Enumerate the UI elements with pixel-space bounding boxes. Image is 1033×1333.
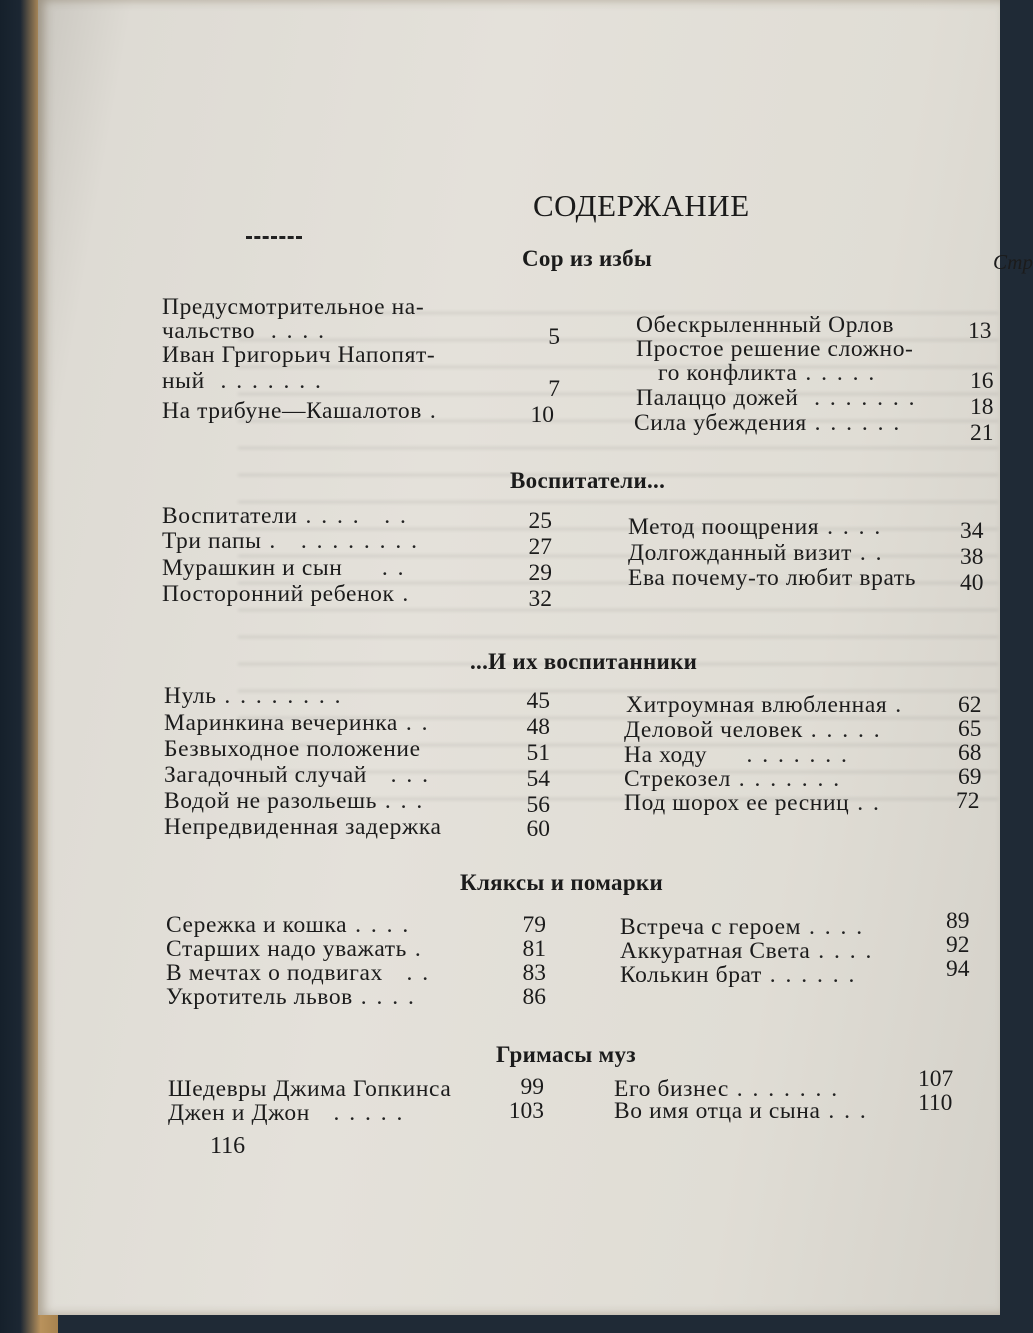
toc-entry-page: 54 xyxy=(526,766,550,792)
toc-entry-title: Встреча с героем . . . . xyxy=(620,914,865,940)
toc-entry-title: В мечтах о подвигах . . xyxy=(166,960,431,986)
toc-entry-page: 38 xyxy=(960,544,984,570)
toc-entry-title: Сережка и кошка . . . . xyxy=(166,912,411,938)
toc-entry-page: 45 xyxy=(526,688,550,714)
toc-entry-page: 72 xyxy=(956,788,980,814)
toc-entry-page: 65 xyxy=(958,716,982,742)
toc-entry-page: 94 xyxy=(946,956,970,982)
toc-entry-page: 21 xyxy=(970,420,994,446)
toc-entry-page: 56 xyxy=(526,792,550,818)
toc-entry-page: 18 xyxy=(970,394,994,420)
toc-entry-page: 25 xyxy=(528,508,552,534)
toc-entry-title: Обескрыленнный Орлов xyxy=(636,312,895,338)
toc-entry-title: Маринкина вечеринка . . xyxy=(164,710,430,736)
toc-entry-page: 16 xyxy=(970,368,994,394)
toc-entry-page: 32 xyxy=(528,586,552,612)
toc-entry-title: Укротитель львов . . . . xyxy=(166,984,416,1010)
section-title: Воспитатели... xyxy=(510,468,666,493)
toc-entry-page: 107 xyxy=(918,1066,954,1092)
toc-entry-title: Метод поощрения . . . . xyxy=(628,514,883,540)
dash-ornament xyxy=(246,236,302,242)
toc-entry-page: 5 xyxy=(548,324,560,350)
toc-entry-page: 103 xyxy=(508,1098,544,1124)
toc-entry-title: Загадочный случай . . . xyxy=(164,762,430,788)
toc-entry-title: Нуль . . . . . . . . xyxy=(164,683,343,709)
toc-entry-page: 79 xyxy=(522,912,546,938)
toc-entry-title: Во имя отца и сына . . . xyxy=(614,1098,868,1124)
toc-entry-title: Долгожданный визит . . xyxy=(628,540,884,566)
toc-entry-title: Деловой человек . . . . . xyxy=(624,717,882,743)
toc-entry-title: Мурашкин и сын . . xyxy=(162,555,406,581)
toc-entry-page: 69 xyxy=(958,764,982,790)
toc-entry-title: го конфликта . . . . . xyxy=(658,360,877,386)
toc-entry-title: чальство . . . . xyxy=(162,318,326,344)
book-page xyxy=(38,0,1033,1315)
toc-entry-title: Простое решение сложно- xyxy=(636,336,914,362)
toc-entry-title: Колькин брат . . . . . . xyxy=(620,962,857,988)
section-title: ...И их воспитанники xyxy=(470,649,698,674)
toc-entry-title: Воспитатели . . . . . . xyxy=(162,503,408,529)
toc-entry-title: Предусмотрительное на- xyxy=(162,294,425,320)
toc-entry-page: 99 xyxy=(520,1074,544,1100)
toc-entry-page: 81 xyxy=(522,936,546,962)
section-title: Сор из избы xyxy=(522,246,653,271)
toc-entry-page: 62 xyxy=(958,692,982,718)
toc-entry-title: Иван Григорьич Напопят- xyxy=(162,342,436,368)
toc-entry-page: 68 xyxy=(958,740,982,766)
toc-entry-title: Шедевры Джима Гопкинса xyxy=(168,1076,452,1102)
toc-entry-page: 86 xyxy=(522,984,546,1010)
toc-entry-page: 83 xyxy=(522,960,546,986)
toc-entry-page: 13 xyxy=(968,318,992,344)
toc-entry-title: Стрекозел . . . . . . . xyxy=(624,766,842,792)
toc-entry-page: 60 xyxy=(526,816,550,842)
toc-entry-title: Старших надо уважать . xyxy=(166,936,423,962)
toc-entry-title: Под шорох ее ресниц . . xyxy=(624,790,881,816)
toc-entry-title: Его бизнес . . . . . . . xyxy=(614,1076,840,1102)
toc-entry-title: Непредвиденная задержка xyxy=(164,814,442,840)
toc-entry-title: Водой не разольешь . . . xyxy=(164,788,425,814)
toc-entry-page: 27 xyxy=(528,534,552,560)
page-column-label: Стр xyxy=(993,250,1033,274)
toc-entry-title: Посторонний ребенок . xyxy=(162,581,411,607)
toc-entry-page: 29 xyxy=(528,560,552,586)
page-number: 116 xyxy=(210,1133,246,1159)
toc-entry-title: Хитроумная влюбленная . xyxy=(626,692,904,718)
toc-entry-page: 40 xyxy=(960,570,984,596)
toc-entry-title: Ева почему-то любит врать xyxy=(628,565,917,591)
toc-entry-page: 110 xyxy=(918,1090,953,1116)
toc-entry-page: 92 xyxy=(946,932,970,958)
toc-entry-page: 7 xyxy=(548,376,560,402)
section-title: Гримасы муз xyxy=(496,1042,636,1067)
toc-entry-title: Аккуратная Света . . . . xyxy=(620,938,874,964)
section-title: Кляксы и помарки xyxy=(460,870,664,895)
toc-entry-title: Джен и Джон . . . . . xyxy=(168,1100,405,1126)
toc-entry-page: 48 xyxy=(526,714,550,740)
toc-title: СОДЕРЖАНИЕ xyxy=(533,188,750,223)
toc-entry-title: Палаццо дожей . . . . . . . xyxy=(636,385,917,411)
toc-entry-page: 51 xyxy=(526,740,550,766)
toc-entry-page: 34 xyxy=(960,518,984,544)
toc-entry-title: Сила убеждения . . . . . . xyxy=(634,410,902,436)
toc-entry-page: 10 xyxy=(530,402,554,428)
toc-entry-title: Безвыходное положение xyxy=(164,736,421,762)
toc-entry-page: 89 xyxy=(946,908,970,934)
toc-entry-title: ный . . . . . . . xyxy=(162,368,323,394)
toc-entry-title: На трибуне—Кашалотов . xyxy=(162,398,438,424)
toc-entry-title: На ходу . . . . . . . xyxy=(624,742,849,768)
toc-entry-title: Три папы . . . . . . . . . xyxy=(162,528,420,554)
